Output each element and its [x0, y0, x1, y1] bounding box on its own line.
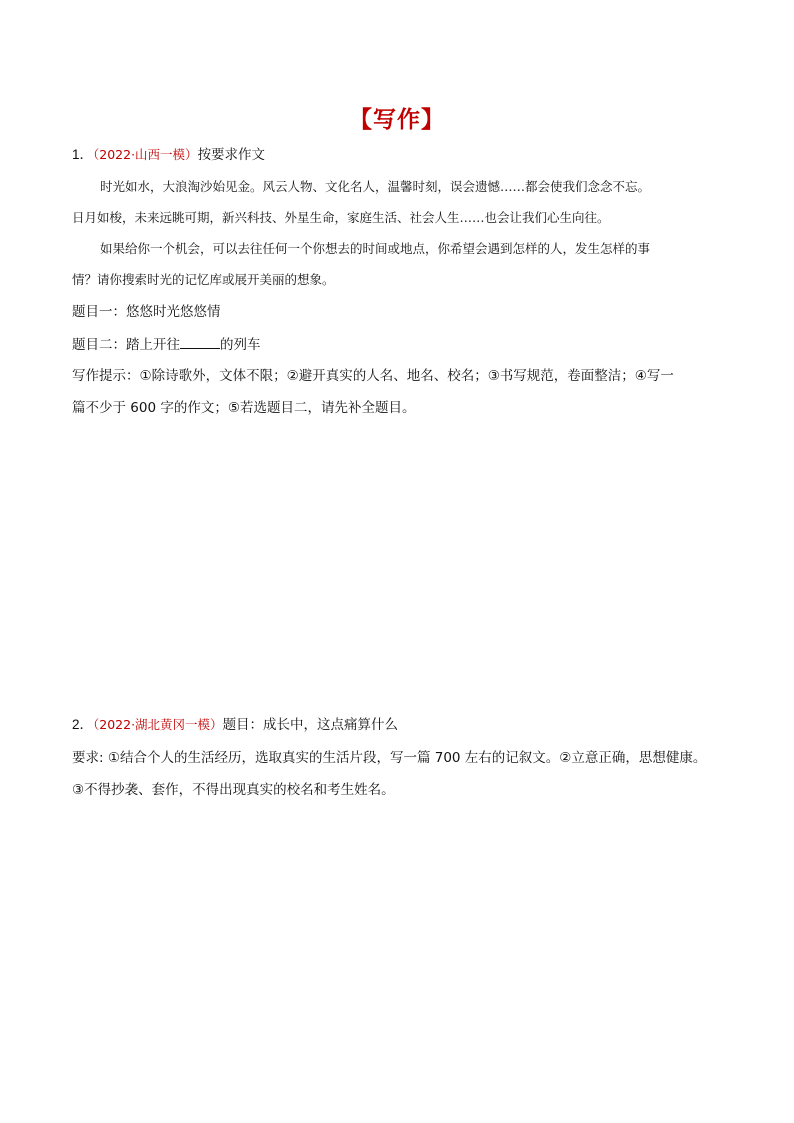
question-instruction: 题目：成长中，这点痛算什么	[222, 717, 399, 733]
requirements-line: 要求: ①结合个人的生活经历，选取真实的生活片段，写一篇 700 左右的记叙文。②立意正确，思想健康。	[72, 750, 707, 766]
topic-one: 题目一：悠悠时光悠悠情	[72, 304, 221, 320]
question-source: （2022·湖北黄冈一模）	[93, 717, 223, 732]
question-2-header	[72, 715, 398, 735]
question-1-header	[72, 145, 265, 165]
fill-in-blank	[180, 334, 220, 349]
topic-two-prefix: 题目二：踏上开往	[72, 337, 180, 353]
question-source: （2022·山西一模）	[93, 147, 198, 162]
prompt-line: 时光如水，大浪淘沙始见金。风云人物、文化名人，温馨时刻，误会遗憾……都会使我们念念不忘。	[100, 179, 651, 194]
topic-two-suffix: 的列车	[220, 337, 261, 353]
prompt-line: 情？请你搜索时光的记忆库或展开美丽的想象。	[72, 272, 335, 287]
prompt-line: 如果给你一个机会，可以去往任何一个你想去的时间或地点，你希望会遇到怎样的人，发生怎样的事	[100, 241, 651, 256]
question-instruction: 按要求作文	[197, 147, 266, 163]
section-title: 【写作】	[349, 107, 445, 133]
writing-tips-line: 篇不少于 600 字的作文；⑤若选题目二，请先补全题目。	[72, 400, 416, 416]
writing-tips-line: 写作提示：①除诗歌外，文体不限；②避开真实的人名、地名、校名；③书写规范，卷面整洁；④写一	[72, 368, 674, 384]
question-number: 1．	[72, 147, 94, 162]
requirements-line: ③不得抄袭、套作，不得出现真实的校名和考生姓名。	[72, 782, 395, 798]
question-number: 2．	[72, 717, 94, 732]
prompt-line: 日月如梭，未来远眺可期，新兴科技、外星生命，家庭生活、社会人生……也会让我们心生向往。	[72, 210, 610, 225]
topic-two	[72, 334, 261, 355]
